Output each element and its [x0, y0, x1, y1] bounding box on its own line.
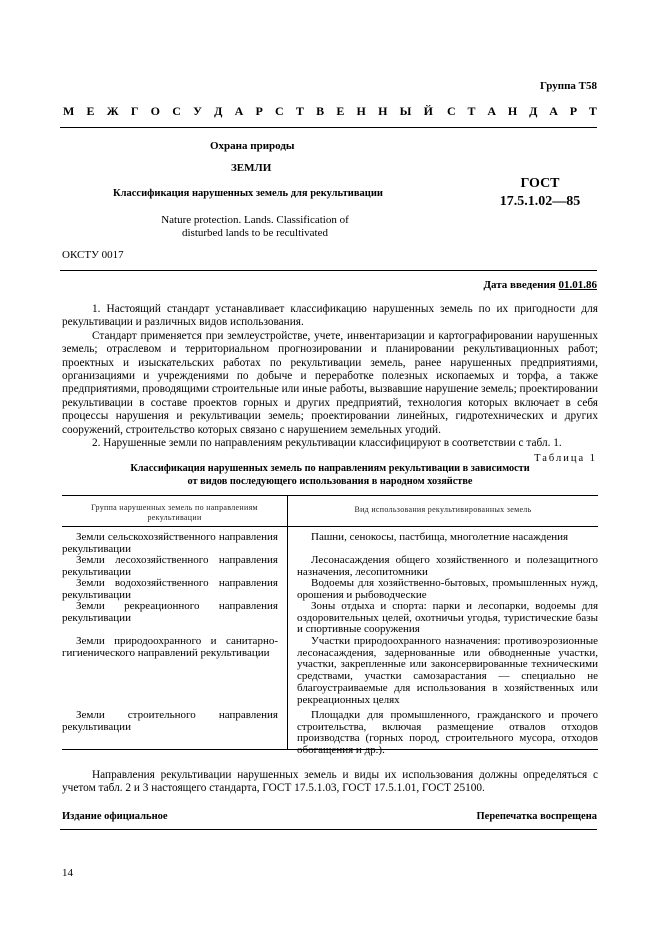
effective-date — [483, 279, 597, 291]
banner-letter: Ы — [399, 104, 412, 118]
footer-left: Издание официальное — [62, 811, 168, 822]
english-title-line-1: Nature protection. Lands. Classification of — [161, 214, 349, 226]
closing-text — [62, 769, 598, 796]
banner-letter: Н — [507, 104, 518, 118]
table-cell-use: Участки природоохранного назначения: противоэрозионные лесонасаждения, задернованные или обводненные участки, участки, закрепленные или законсервированные техническими средствами, участки самозарастания — специально не благоустраиваемые для использования в хозяйственных или рекреационных целях — [297, 635, 598, 706]
table-cell-use: Пашни, сенокосы, пастбища, многолетние насаждения — [311, 531, 569, 543]
banner-letter: С — [275, 104, 284, 118]
title-line-2: ЗЕМЛИ — [231, 162, 272, 174]
table-caption-line-2: от видов последующего использования в народном хозяйстве — [187, 475, 473, 487]
banner-letter: Г — [130, 104, 139, 118]
banner-letter: Е — [336, 104, 345, 118]
table-cell-group: Земли природоохранного и санитарно-гигиенического направлений рекультивации — [62, 635, 278, 659]
middle-rule — [60, 270, 597, 271]
table-cell-use: Зоны отдыха и спорта: парки и лесопарки, водоемы для оздоровительных целей, охотничьи угодья, туристические базы и спортивные сооружения — [297, 600, 598, 636]
gost-designation — [495, 175, 585, 211]
banner-letter: С — [172, 104, 181, 118]
table-cell-use: Лесонасаждения общего хозяйственного и полезащитного назначения, лесопитомники — [297, 554, 598, 578]
banner-letter: Д — [529, 104, 538, 118]
english-title — [140, 214, 370, 240]
banner-letter: Д — [214, 104, 223, 118]
gost-number: 17.5.1.02—85 — [499, 194, 581, 209]
gost-label: ГОСТ — [520, 176, 560, 191]
title-line-1: Охрана природы — [210, 140, 295, 152]
date-value: 01.01.86 — [558, 279, 597, 291]
banner-letter: Т — [588, 104, 597, 118]
standard-banner — [63, 104, 597, 119]
banner-letter: А — [487, 104, 497, 118]
banner-letter: А — [549, 104, 558, 118]
table-cell-use: Площадки для промышленного, гражданского и прочего строительства, включая размещение отвалов отходов производства (горных пород, строительного мусора, отходов обогащения и др.). — [297, 709, 598, 757]
oksty-code: ОКСТУ 0017 — [62, 249, 124, 261]
table-number: Таблица 1 — [534, 453, 597, 464]
banner-left — [63, 104, 433, 119]
banner-letter: Н — [378, 104, 388, 118]
paragraph-1: 1. Настоящий стандарт устанавливает классификацию нарушенных земель по их пригодности для рекультивации и различных видов использования. — [62, 303, 598, 329]
banner-letter: Й — [423, 104, 433, 118]
banner-letter: В — [316, 104, 325, 118]
footer-right: Перепечатка воспрещена — [476, 811, 597, 822]
banner-letter: Т — [467, 104, 476, 118]
table-cell-use: Водоемы для хозяйственно-бытовых, промышленных нужд, орошения и рыбоводческие — [297, 577, 598, 601]
group-code: Группа Т58 — [539, 80, 597, 92]
english-title-line-2: disturbed lands to be recultivated — [181, 227, 328, 239]
banner-letter: У — [193, 104, 202, 118]
title-line-3: Классификация нарушенных земель для рекультивации — [113, 188, 383, 199]
banner-letter: С — [447, 104, 456, 118]
intro-text — [62, 303, 598, 450]
table-cell-group: Земли водохозяйственного направления рекультивации — [62, 577, 278, 601]
footer-rule — [60, 829, 597, 830]
table-caption-line-1: Классификация нарушенных земель по направлениям рекультивации в зависимости — [130, 463, 530, 474]
table-header-group-line-2: рекультивации — [147, 513, 202, 522]
banner-letter: О — [150, 104, 161, 118]
table-column-divider — [287, 495, 288, 749]
paragraph-2: Стандарт применяется при землеустройстве, учете, инвентаризации и картографировании нарушенных земель; отраслевом и территориальном прогнозировании и планировании рекультивационных работ; проектных и изыскательских работах по рекультивации земель, ранее нарушенных предприятиями, организациями и учреждениями по добыче и переработке полезных ископаемых и торфа, а также предприятиями, проводящими строительные или иные работы, вызвавшие нарушение земель; проектировании рекультивации в составе проектов горных и других предприятий, технология которых включает в себя процессы нарушения и рекультивации земель; проектировании линейных, гидротехнических и других сооружений, строительство которых связано с нарушением земельных угодий. — [62, 329, 598, 436]
banner-letter: Р — [569, 104, 578, 118]
table-cell-group: Земли рекреационного направления рекультивации — [62, 600, 278, 624]
table-header-group — [62, 503, 287, 523]
banner-letter: Ж — [106, 104, 119, 118]
banner-letter: А — [234, 104, 244, 118]
page-number: 14 — [62, 867, 73, 879]
banner-letter: Н — [356, 104, 366, 118]
banner-letter: Р — [255, 104, 263, 118]
banner-letter: Т — [295, 104, 304, 118]
table-cell-group: Земли строительного направления рекультивации — [62, 709, 278, 733]
banner-letter: М — [63, 104, 75, 118]
table-cell-group: Земли лесохозяйственного направления рекультивации — [62, 554, 278, 578]
table-header-group-line-1: Группа нарушенных земель по направлениям — [91, 503, 258, 512]
closing-paragraph: Направления рекультивации нарушенных земель и виды их использования должны определяться с учетом табл. 2 и 3 настоящего стандарта, ГОСТ 17.5.1.03, ГОСТ 17.5.1.01, ГОСТ 25100. — [62, 769, 598, 795]
top-rule — [60, 127, 597, 128]
date-label: Дата введения — [483, 279, 556, 291]
table-cell-group: Земли сельскохозяйственного направления рекультивации — [62, 531, 278, 555]
table-header-use: Вид использования рекультивированных земель — [354, 505, 532, 514]
banner-letter: Е — [86, 104, 95, 118]
table-top-rule — [62, 495, 598, 496]
table-caption — [62, 463, 598, 488]
table-header-rule — [62, 526, 598, 527]
paragraph-3: 2. Нарушенные земли по направлениям рекультивации классифицируют в соответствии с табл. 1. — [92, 437, 562, 450]
banner-right — [447, 104, 597, 119]
